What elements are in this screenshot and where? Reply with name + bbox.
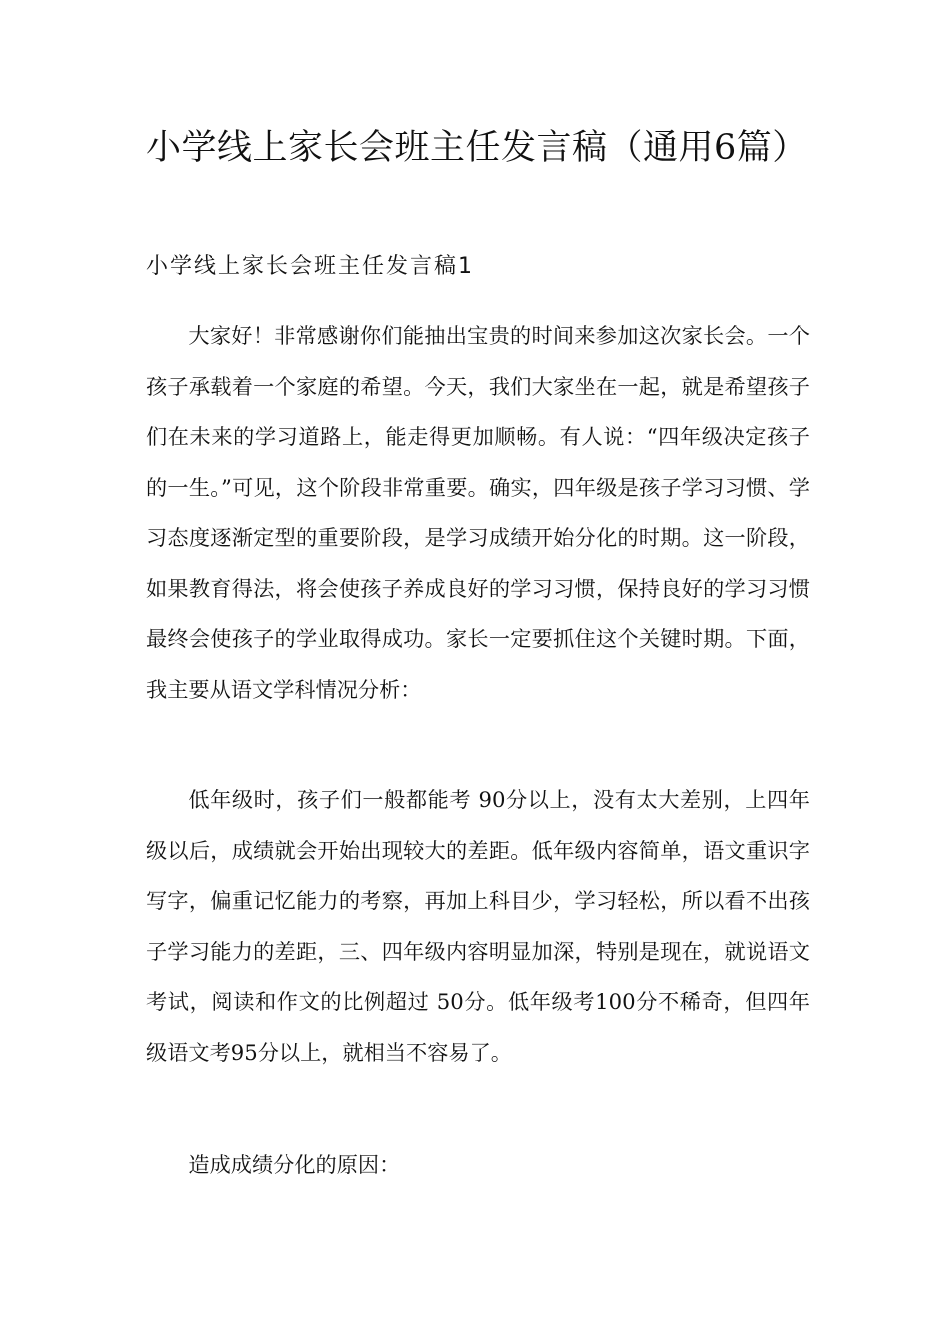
document-title: 小学线上家长会班主任发言稿（通用6篇） [146, 128, 808, 168]
section-heading: 小学线上家长会班主任发言稿1 [146, 254, 474, 279]
paragraph-greeting: 大家好！非常感谢你们能抽出宝贵的时间来参加这次家长会。一个孩子承载着一个家庭的希望。今天，我们大家坐在一起，就是希望孩子们在未来的学习道路上，能走得更加顺畅。有人说：“四年级决定孩子的一生。”可见，这个阶段非常重要。确实，四年级是孩子学习习惯、学习态度逐渐定型的重要阶段，是学习成绩开始分化的时期。这一阶段，如果教育得法，将会使孩子养成良好的学习习惯，保持良好的学习习惯最终会使孩子的学业取得成功。家长一定要抓住这个关键时期。下面，我主要从语文学科情况分析： [146, 323, 810, 702]
paragraph-grade-analysis: 低年级时，孩子们一般都能考 90分以上，没有太大差别，上四年级以后，成绩就会开始出现较大的差距。低年级内容简单，语文重识字写字，偏重记忆能力的考察，再加上科目少，学习轻松，所以看不出孩子学习能力的差距，三、四年级内容明显加深，特别是现在，就说语文考试，阅读和作文的比例超过 50分。低年级考100分不稀奇，但四年级语文考95分以上，就相当不容易了。 [146, 787, 810, 1065]
paragraph-causes-heading: 造成成绩分化的原因： [188, 1152, 401, 1177]
